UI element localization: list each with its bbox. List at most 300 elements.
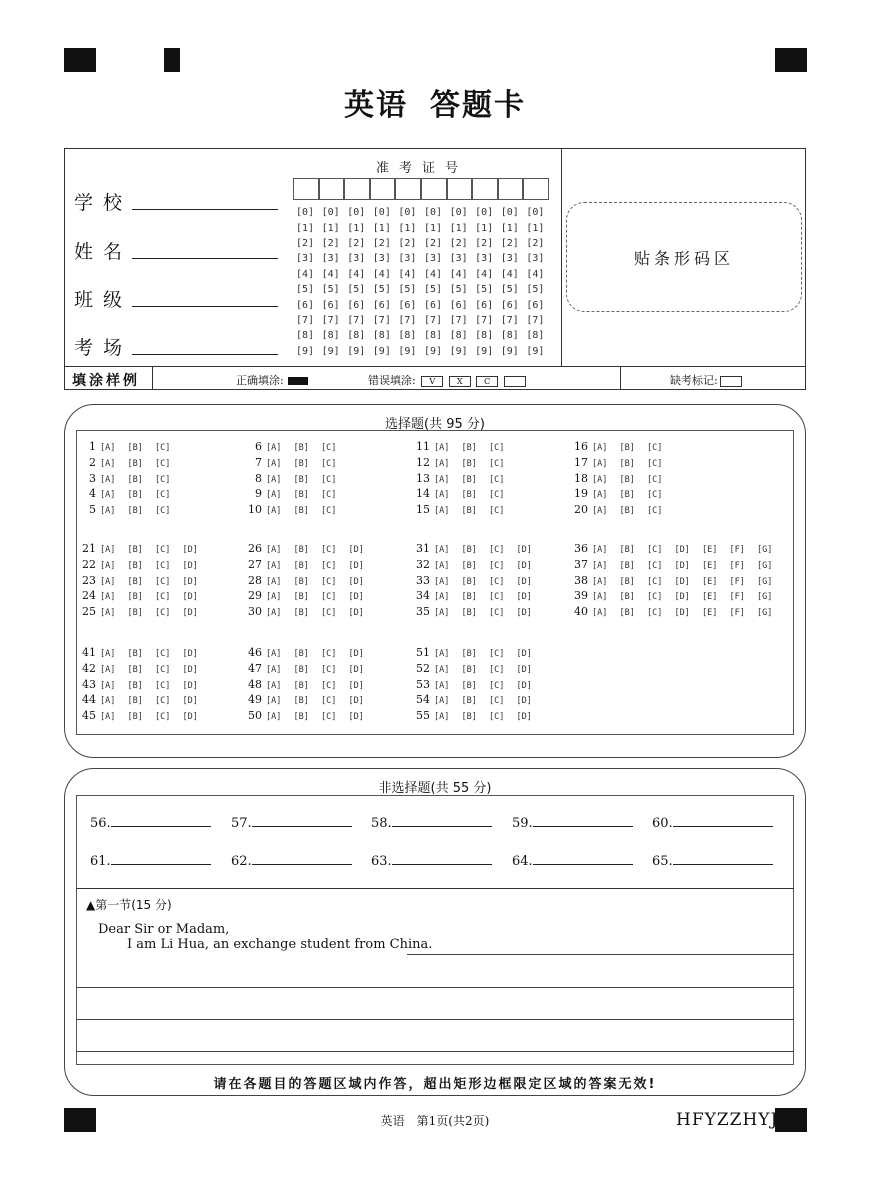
option-bubble[interactable]: [C] [489, 680, 505, 691]
digit-bubble[interactable]: [8] [372, 330, 391, 342]
option-bubble[interactable]: [A] [100, 443, 116, 453]
digit-bubble[interactable]: [6] [372, 299, 391, 311]
digit-bubble[interactable]: [2] [449, 237, 468, 249]
exam-id-cell[interactable] [344, 178, 370, 200]
option-bubble[interactable]: [C] [155, 560, 171, 571]
exam-id-cell[interactable] [421, 178, 447, 200]
digit-bubble[interactable]: [0] [296, 207, 315, 219]
option-bubble[interactable]: [D] [348, 649, 364, 659]
option-bubble[interactable]: [A] [434, 576, 450, 587]
digit-bubble[interactable]: [9] [475, 345, 494, 357]
option-bubble[interactable]: [C] [155, 576, 171, 587]
option-bubble[interactable]: [C] [155, 443, 171, 453]
option-bubble[interactable]: [B] [619, 560, 635, 571]
absent-box[interactable] [720, 376, 742, 387]
digit-bubble[interactable]: [0] [500, 207, 519, 219]
digit-bubble[interactable]: [6] [296, 299, 315, 311]
digit-bubble[interactable]: [5] [321, 284, 340, 296]
option-bubble[interactable]: [E] [702, 560, 718, 571]
option-bubble[interactable]: [A] [592, 592, 608, 603]
digit-bubble[interactable]: [2] [423, 237, 443, 249]
digit-bubble[interactable]: [4] [321, 268, 340, 280]
option-bubble[interactable]: [A] [266, 592, 282, 603]
digit-bubble[interactable]: [1] [296, 222, 315, 234]
option-bubble[interactable]: [B] [461, 560, 477, 571]
answer-blank[interactable] [512, 852, 633, 869]
digit-bubble[interactable]: [0] [372, 207, 391, 219]
option-bubble[interactable]: [C] [155, 474, 171, 485]
writing-line[interactable] [76, 987, 794, 988]
option-bubble[interactable]: [G] [757, 560, 773, 571]
blank-line[interactable] [392, 814, 492, 827]
option-bubble[interactable]: [D] [182, 649, 198, 659]
digit-bubble[interactable]: [7] [398, 314, 417, 326]
option-bubble[interactable]: [C] [321, 608, 337, 619]
answer-blank[interactable] [371, 852, 492, 869]
digit-bubble[interactable]: [6] [526, 299, 545, 311]
digit-bubble[interactable]: [8] [296, 330, 315, 342]
digit-bubble[interactable]: [8] [347, 330, 366, 342]
digit-bubble[interactable]: [0] [526, 207, 545, 219]
blank-line[interactable] [673, 814, 773, 827]
option-bubble[interactable]: [A] [266, 443, 282, 453]
digit-bubble[interactable]: [3] [296, 253, 315, 265]
digit-bubble[interactable]: [8] [423, 330, 443, 342]
option-bubble[interactable]: [C] [647, 608, 663, 619]
blank-line[interactable] [392, 852, 492, 865]
exam-id-cell[interactable] [447, 178, 473, 200]
option-bubble[interactable]: [A] [434, 560, 450, 571]
option-bubble[interactable]: [B] [461, 443, 477, 453]
exam-id-cell[interactable] [293, 178, 319, 200]
option-bubble[interactable]: [D] [516, 560, 532, 571]
option-bubble[interactable]: [D] [182, 545, 198, 555]
option-bubble[interactable]: [A] [100, 664, 116, 675]
digit-bubble[interactable]: [7] [372, 314, 391, 326]
digit-bubble[interactable]: [9] [500, 345, 519, 357]
option-bubble[interactable]: [D] [516, 545, 532, 555]
option-bubble[interactable]: [C] [321, 560, 337, 571]
digit-bubble[interactable]: [7] [321, 314, 340, 326]
answer-blank[interactable] [512, 814, 633, 831]
option-bubble[interactable]: [A] [434, 696, 450, 707]
option-bubble[interactable]: [F] [729, 592, 745, 603]
blank-line[interactable] [111, 852, 211, 865]
digit-bubble[interactable]: [3] [372, 253, 391, 265]
option-bubble[interactable]: [D] [348, 560, 364, 571]
digit-bubble[interactable]: [5] [423, 284, 443, 296]
option-bubble[interactable]: [E] [702, 592, 718, 603]
digit-bubble[interactable]: [9] [449, 345, 468, 357]
digit-bubble[interactable]: [5] [449, 284, 468, 296]
option-bubble[interactable]: [B] [127, 592, 143, 603]
option-bubble[interactable]: [B] [619, 545, 635, 555]
digit-bubble[interactable]: [1] [500, 222, 519, 234]
option-bubble[interactable]: [B] [619, 458, 635, 469]
option-bubble[interactable]: [A] [434, 474, 450, 485]
option-bubble[interactable]: [A] [266, 608, 282, 619]
option-bubble[interactable]: [D] [182, 576, 198, 587]
option-bubble[interactable]: [D] [516, 576, 532, 587]
option-bubble[interactable]: [F] [729, 576, 745, 587]
option-bubble[interactable]: [A] [266, 458, 282, 469]
answer-blank[interactable] [652, 852, 773, 869]
digit-bubble[interactable]: [2] [398, 237, 417, 249]
answer-blank[interactable] [90, 814, 211, 831]
answer-blank[interactable] [371, 814, 492, 831]
digit-bubble[interactable]: [9] [526, 345, 545, 357]
option-bubble[interactable]: [A] [266, 649, 282, 659]
option-bubble[interactable]: [B] [461, 458, 477, 469]
digit-bubble[interactable]: [5] [398, 284, 417, 296]
option-bubble[interactable]: [B] [293, 443, 309, 453]
option-bubble[interactable]: [C] [155, 545, 171, 555]
option-bubble[interactable]: [B] [293, 576, 309, 587]
option-bubble[interactable]: [C] [489, 649, 505, 659]
option-bubble[interactable]: [B] [127, 545, 143, 555]
option-bubble[interactable]: [C] [489, 545, 505, 555]
option-bubble[interactable]: [B] [461, 592, 477, 603]
option-bubble[interactable]: [A] [100, 576, 116, 587]
option-bubble[interactable]: [B] [293, 664, 309, 675]
option-bubble[interactable]: [C] [489, 608, 505, 619]
option-bubble[interactable]: [B] [293, 560, 309, 571]
option-bubble[interactable]: [F] [729, 545, 745, 555]
digit-bubble[interactable]: [9] [321, 345, 340, 357]
option-bubble[interactable]: [B] [127, 680, 143, 691]
option-bubble[interactable]: [D] [182, 592, 198, 603]
digit-bubble[interactable]: [4] [449, 268, 468, 280]
option-bubble[interactable]: [C] [647, 490, 663, 501]
option-bubble[interactable]: [D] [348, 712, 364, 723]
option-bubble[interactable]: [C] [647, 576, 663, 587]
option-bubble[interactable]: [B] [619, 506, 635, 517]
digit-bubble[interactable]: [8] [321, 330, 340, 342]
digit-bubble[interactable]: [1] [449, 222, 468, 234]
digit-bubble[interactable]: [7] [475, 314, 494, 326]
digit-bubble[interactable]: [5] [500, 284, 519, 296]
option-bubble[interactable]: [C] [155, 506, 171, 517]
option-bubble[interactable]: [B] [461, 474, 477, 485]
option-bubble[interactable]: [C] [155, 592, 171, 603]
option-bubble[interactable]: [C] [321, 664, 337, 675]
digit-bubble[interactable]: [7] [526, 314, 545, 326]
option-bubble[interactable]: [A] [592, 576, 608, 587]
option-bubble[interactable]: [F] [729, 608, 745, 619]
digit-bubble[interactable]: [5] [372, 284, 391, 296]
option-bubble[interactable]: [B] [461, 696, 477, 707]
option-bubble[interactable]: [D] [674, 592, 690, 603]
option-bubble[interactable]: [A] [266, 680, 282, 691]
exam-id-cell[interactable] [498, 178, 524, 200]
option-bubble[interactable]: [C] [647, 506, 663, 517]
digit-bubble[interactable]: [1] [398, 222, 417, 234]
option-bubble[interactable]: [C] [647, 592, 663, 603]
option-bubble[interactable]: [D] [674, 545, 690, 555]
digit-bubble[interactable]: [0] [347, 207, 366, 219]
option-bubble[interactable]: [A] [100, 545, 116, 555]
option-bubble[interactable]: [C] [489, 458, 505, 469]
digit-bubble[interactable]: [6] [500, 299, 519, 311]
digit-bubble[interactable]: [1] [526, 222, 545, 234]
class-field[interactable] [132, 305, 278, 307]
exam-id-cell[interactable] [472, 178, 498, 200]
blank-line[interactable] [533, 852, 633, 865]
option-bubble[interactable]: [A] [100, 592, 116, 603]
option-bubble[interactable]: [C] [321, 696, 337, 707]
digit-bubble[interactable]: [3] [526, 253, 545, 265]
digit-bubble[interactable]: [6] [398, 299, 417, 311]
option-bubble[interactable]: [C] [489, 712, 505, 723]
option-bubble[interactable]: [A] [592, 458, 608, 469]
option-bubble[interactable]: [C] [489, 696, 505, 707]
option-bubble[interactable]: [B] [461, 490, 477, 501]
option-bubble[interactable]: [C] [489, 576, 505, 587]
option-bubble[interactable]: [B] [293, 712, 309, 723]
blank-line[interactable] [252, 814, 352, 827]
option-bubble[interactable]: [D] [674, 576, 690, 587]
option-bubble[interactable]: [E] [702, 608, 718, 619]
option-bubble[interactable]: [D] [182, 560, 198, 571]
digit-bubble[interactable]: [9] [423, 345, 443, 357]
option-bubble[interactable]: [A] [592, 443, 608, 453]
option-bubble[interactable]: [A] [100, 696, 116, 707]
option-bubble[interactable]: [B] [461, 649, 477, 659]
option-bubble[interactable]: [B] [127, 443, 143, 453]
option-bubble[interactable]: [B] [127, 576, 143, 587]
option-bubble[interactable]: [D] [516, 696, 532, 707]
option-bubble[interactable]: [D] [348, 576, 364, 587]
option-bubble[interactable]: [B] [127, 458, 143, 469]
option-bubble[interactable]: [C] [321, 649, 337, 659]
digit-bubble[interactable]: [6] [475, 299, 494, 311]
digit-bubble[interactable]: [5] [526, 284, 545, 296]
digit-bubble[interactable]: [4] [398, 268, 417, 280]
digit-bubble[interactable]: [5] [347, 284, 366, 296]
option-bubble[interactable]: [C] [489, 664, 505, 675]
exam-id-cell[interactable] [370, 178, 396, 200]
option-bubble[interactable]: [D] [348, 696, 364, 707]
digit-bubble[interactable]: [0] [475, 207, 494, 219]
option-bubble[interactable]: [A] [592, 545, 608, 555]
option-bubble[interactable]: [B] [293, 506, 309, 517]
digit-bubble[interactable]: [6] [449, 299, 468, 311]
option-bubble[interactable]: [D] [516, 680, 532, 691]
digit-bubble[interactable]: [2] [321, 237, 340, 249]
digit-bubble[interactable]: [7] [296, 314, 315, 326]
option-bubble[interactable]: [B] [293, 696, 309, 707]
exam-id-cell[interactable] [319, 178, 345, 200]
option-bubble[interactable]: [C] [155, 664, 171, 675]
digit-bubble[interactable]: [7] [449, 314, 468, 326]
option-bubble[interactable]: [C] [647, 545, 663, 555]
option-bubble[interactable]: [A] [266, 560, 282, 571]
option-bubble[interactable]: [C] [647, 560, 663, 571]
option-bubble[interactable]: [A] [100, 474, 116, 485]
option-bubble[interactable]: [C] [155, 490, 171, 501]
digit-bubble[interactable]: [4] [372, 268, 391, 280]
option-bubble[interactable]: [B] [461, 712, 477, 723]
option-bubble[interactable]: [A] [266, 712, 282, 723]
option-bubble[interactable]: [B] [127, 506, 143, 517]
digit-bubble[interactable]: [4] [296, 268, 315, 280]
option-bubble[interactable]: [C] [489, 474, 505, 485]
option-bubble[interactable]: [F] [729, 560, 745, 571]
blank-line[interactable] [673, 852, 773, 865]
option-bubble[interactable]: [B] [461, 506, 477, 517]
option-bubble[interactable]: [C] [647, 458, 663, 469]
name-field[interactable] [132, 257, 278, 259]
digit-bubble[interactable]: [0] [449, 207, 468, 219]
digit-bubble[interactable]: [9] [347, 345, 366, 357]
option-bubble[interactable]: [C] [321, 592, 337, 603]
option-bubble[interactable]: [G] [757, 608, 773, 619]
option-bubble[interactable]: [A] [434, 664, 450, 675]
option-bubble[interactable]: [C] [489, 443, 505, 453]
digit-bubble[interactable]: [0] [398, 207, 417, 219]
option-bubble[interactable]: [C] [647, 474, 663, 485]
option-bubble[interactable]: [A] [266, 506, 282, 517]
option-bubble[interactable]: [D] [348, 545, 364, 555]
option-bubble[interactable]: [B] [293, 649, 309, 659]
option-bubble[interactable]: [B] [461, 608, 477, 619]
writing-line[interactable] [76, 1051, 794, 1052]
digit-bubble[interactable]: [4] [526, 268, 545, 280]
option-bubble[interactable]: [C] [489, 560, 505, 571]
digit-bubble[interactable]: [3] [449, 253, 468, 265]
option-bubble[interactable]: [D] [348, 664, 364, 675]
digit-bubble[interactable]: [9] [296, 345, 315, 357]
option-bubble[interactable]: [D] [182, 680, 198, 691]
option-bubble[interactable]: [B] [127, 560, 143, 571]
option-bubble[interactable]: [B] [619, 474, 635, 485]
option-bubble[interactable]: [D] [516, 664, 532, 675]
digit-bubble[interactable]: [8] [398, 330, 417, 342]
digit-bubble[interactable]: [4] [500, 268, 519, 280]
digit-bubble[interactable]: [2] [347, 237, 366, 249]
option-bubble[interactable]: [C] [321, 680, 337, 691]
digit-bubble[interactable]: [3] [423, 253, 443, 265]
option-bubble[interactable]: [C] [155, 608, 171, 619]
option-bubble[interactable]: [A] [434, 608, 450, 619]
option-bubble[interactable]: [B] [293, 458, 309, 469]
digit-bubble[interactable]: [3] [321, 253, 340, 265]
option-bubble[interactable]: [D] [182, 608, 198, 619]
option-bubble[interactable]: [A] [266, 664, 282, 675]
option-bubble[interactable]: [E] [702, 576, 718, 587]
option-bubble[interactable]: [D] [182, 712, 198, 723]
option-bubble[interactable]: [A] [592, 560, 608, 571]
option-bubble[interactable]: [A] [266, 696, 282, 707]
option-bubble[interactable]: [A] [592, 608, 608, 619]
option-bubble[interactable]: [B] [293, 490, 309, 501]
option-bubble[interactable]: [D] [182, 696, 198, 707]
answer-blank[interactable] [231, 814, 352, 831]
option-bubble[interactable]: [A] [592, 474, 608, 485]
digit-bubble[interactable]: [5] [296, 284, 315, 296]
digit-bubble[interactable]: [1] [321, 222, 340, 234]
option-bubble[interactable]: [B] [619, 592, 635, 603]
option-bubble[interactable]: [C] [321, 576, 337, 587]
option-bubble[interactable]: [E] [702, 545, 718, 555]
option-bubble[interactable]: [C] [155, 712, 171, 723]
option-bubble[interactable]: [A] [434, 545, 450, 555]
digit-bubble[interactable]: [0] [321, 207, 340, 219]
option-bubble[interactable]: [D] [674, 560, 690, 571]
digit-bubble[interactable]: [8] [475, 330, 494, 342]
option-bubble[interactable]: [B] [461, 664, 477, 675]
option-bubble[interactable]: [B] [293, 608, 309, 619]
option-bubble[interactable]: [B] [293, 474, 309, 485]
digit-bubble[interactable]: [1] [475, 222, 494, 234]
exam-room-field[interactable] [132, 353, 278, 355]
option-bubble[interactable]: [D] [516, 712, 532, 723]
digit-bubble[interactable]: [2] [296, 237, 315, 249]
digit-bubble[interactable]: [6] [423, 299, 443, 311]
option-bubble[interactable]: [C] [155, 680, 171, 691]
option-bubble[interactable]: [C] [321, 506, 337, 517]
digit-bubble[interactable]: [4] [347, 268, 366, 280]
option-bubble[interactable]: [A] [266, 474, 282, 485]
option-bubble[interactable]: [C] [321, 545, 337, 555]
option-bubble[interactable]: [C] [155, 649, 171, 659]
option-bubble[interactable]: [C] [489, 592, 505, 603]
blank-line[interactable] [533, 814, 633, 827]
option-bubble[interactable]: [C] [321, 474, 337, 485]
digit-bubble[interactable]: [2] [372, 237, 391, 249]
exam-id-cell[interactable] [395, 178, 421, 200]
option-bubble[interactable]: [A] [266, 576, 282, 587]
option-bubble[interactable]: [A] [266, 545, 282, 555]
option-bubble[interactable]: [D] [348, 592, 364, 603]
digit-bubble[interactable]: [3] [347, 253, 366, 265]
option-bubble[interactable]: [A] [100, 608, 116, 619]
digit-bubble[interactable]: [1] [372, 222, 391, 234]
answer-blank[interactable] [652, 814, 773, 831]
option-bubble[interactable]: [A] [434, 443, 450, 453]
option-bubble[interactable]: [A] [100, 458, 116, 469]
option-bubble[interactable]: [B] [293, 680, 309, 691]
digit-bubble[interactable]: [2] [526, 237, 545, 249]
option-bubble[interactable]: [A] [434, 506, 450, 517]
digit-bubble[interactable]: [4] [475, 268, 494, 280]
option-bubble[interactable]: [A] [434, 592, 450, 603]
blank-line[interactable] [111, 814, 211, 827]
digit-bubble[interactable]: [7] [500, 314, 519, 326]
option-bubble[interactable]: [A] [434, 649, 450, 659]
digit-bubble[interactable]: [6] [347, 299, 366, 311]
digit-bubble[interactable]: [9] [372, 345, 391, 357]
option-bubble[interactable]: [B] [127, 649, 143, 659]
option-bubble[interactable]: [C] [321, 443, 337, 453]
option-bubble[interactable]: [B] [127, 696, 143, 707]
option-bubble[interactable]: [A] [434, 712, 450, 723]
digit-bubble[interactable]: [7] [347, 314, 366, 326]
digit-bubble[interactable]: [9] [398, 345, 417, 357]
option-bubble[interactable]: [A] [434, 458, 450, 469]
option-bubble[interactable]: [D] [348, 680, 364, 691]
option-bubble[interactable]: [B] [461, 680, 477, 691]
option-bubble[interactable]: [C] [647, 443, 663, 453]
option-bubble[interactable]: [B] [127, 490, 143, 501]
option-bubble[interactable]: [A] [100, 649, 116, 659]
digit-bubble[interactable]: [1] [423, 222, 443, 234]
digit-bubble[interactable]: [8] [526, 330, 545, 342]
option-bubble[interactable]: [B] [127, 664, 143, 675]
blank-line[interactable] [252, 852, 352, 865]
option-bubble[interactable]: [A] [434, 490, 450, 501]
option-bubble[interactable]: [D] [516, 649, 532, 659]
